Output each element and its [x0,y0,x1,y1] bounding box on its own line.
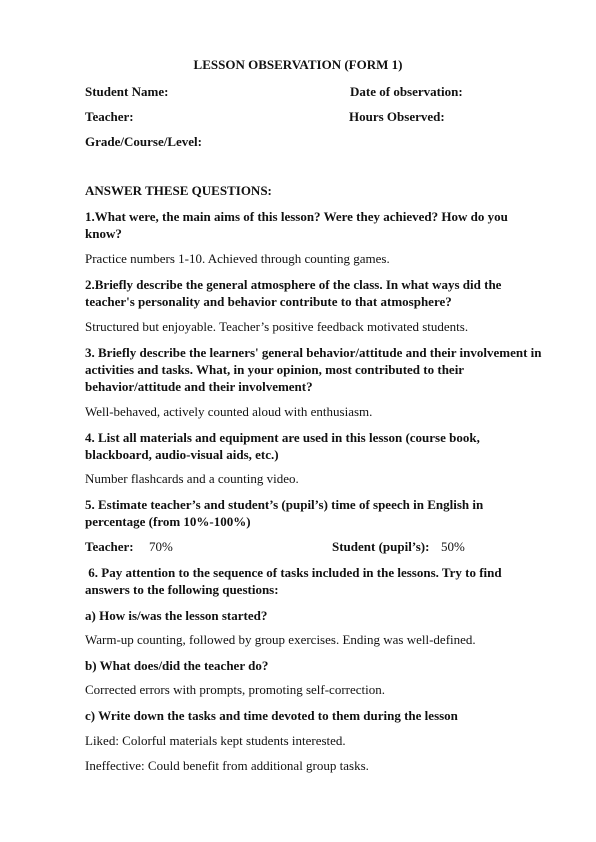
answer-2: Structured but enjoyable. Teacher’s positive feedback motivated students. [85,319,469,334]
answer-4: Number flashcards and a counting video. [85,471,299,486]
question-6b: b) What does/did the teacher do? [85,658,269,673]
section-heading: ANSWER THESE QUESTIONS: [85,183,272,198]
form-title: LESSON OBSERVATION (FORM 1) [193,57,403,72]
answer-6c-ineffective: Ineffective: Could benefit from additional group tasks. [85,758,369,773]
student-name-label: Student Name: [85,84,169,99]
teacher-label: Teacher: [85,109,134,124]
question-4: 4. List all materials and equipment are used in this lesson (course book, blackboard, audio-visual aids, etc.) [85,430,480,462]
answer-3: Well-behaved, actively counted aloud with enthusiasm. [85,404,373,419]
question-1: 1.What were, the main aims of this lesson? Were they achieved? How do you know? [85,209,508,241]
speech-teacher-value: 70% [149,539,173,554]
question-6c: c) Write down the tasks and time devoted to them during the lesson [85,708,458,723]
question-5: 5. Estimate teacher’s and student’s (pupil’s) time of speech in English in percentage (from 10%-100%) [85,497,484,529]
grade-course-level-label: Grade/Course/Level: [85,134,202,149]
date-of-observation-label: Date of observation: [350,84,463,99]
question-6a: a) How is/was the lesson started? [85,608,268,623]
question-2: 2.Briefly describe the general atmosphere of the class. In what ways did the teacher's personality and behavior contribute to that atmosphere? [85,277,502,309]
answer-6a: Warm-up counting, followed by group exercises. Ending was well-defined. [85,632,476,647]
hours-observed-label: Hours Observed: [349,109,445,124]
answer-1: Practice numbers 1-10. Achieved through counting games. [85,251,390,266]
question-6: 6. Pay attention to the sequence of tasks included in the lessons. Try to find answers to the following questions: [85,565,505,597]
speech-teacher-label: Teacher: [85,539,134,554]
speech-student-label: Student (pupil’s): [332,539,430,554]
answer-6b: Corrected errors with prompts, promoting self-correction. [85,682,385,697]
answer-6c-liked: Liked: Colorful materials kept students interested. [85,733,346,748]
question-3: 3. Briefly describe the learners' general behavior/attitude and their involvement in activities and tasks. What, in your opinion, most contributed to their behavior/attitude and their involvement? [85,345,542,394]
speech-student-value: 50% [441,539,465,554]
